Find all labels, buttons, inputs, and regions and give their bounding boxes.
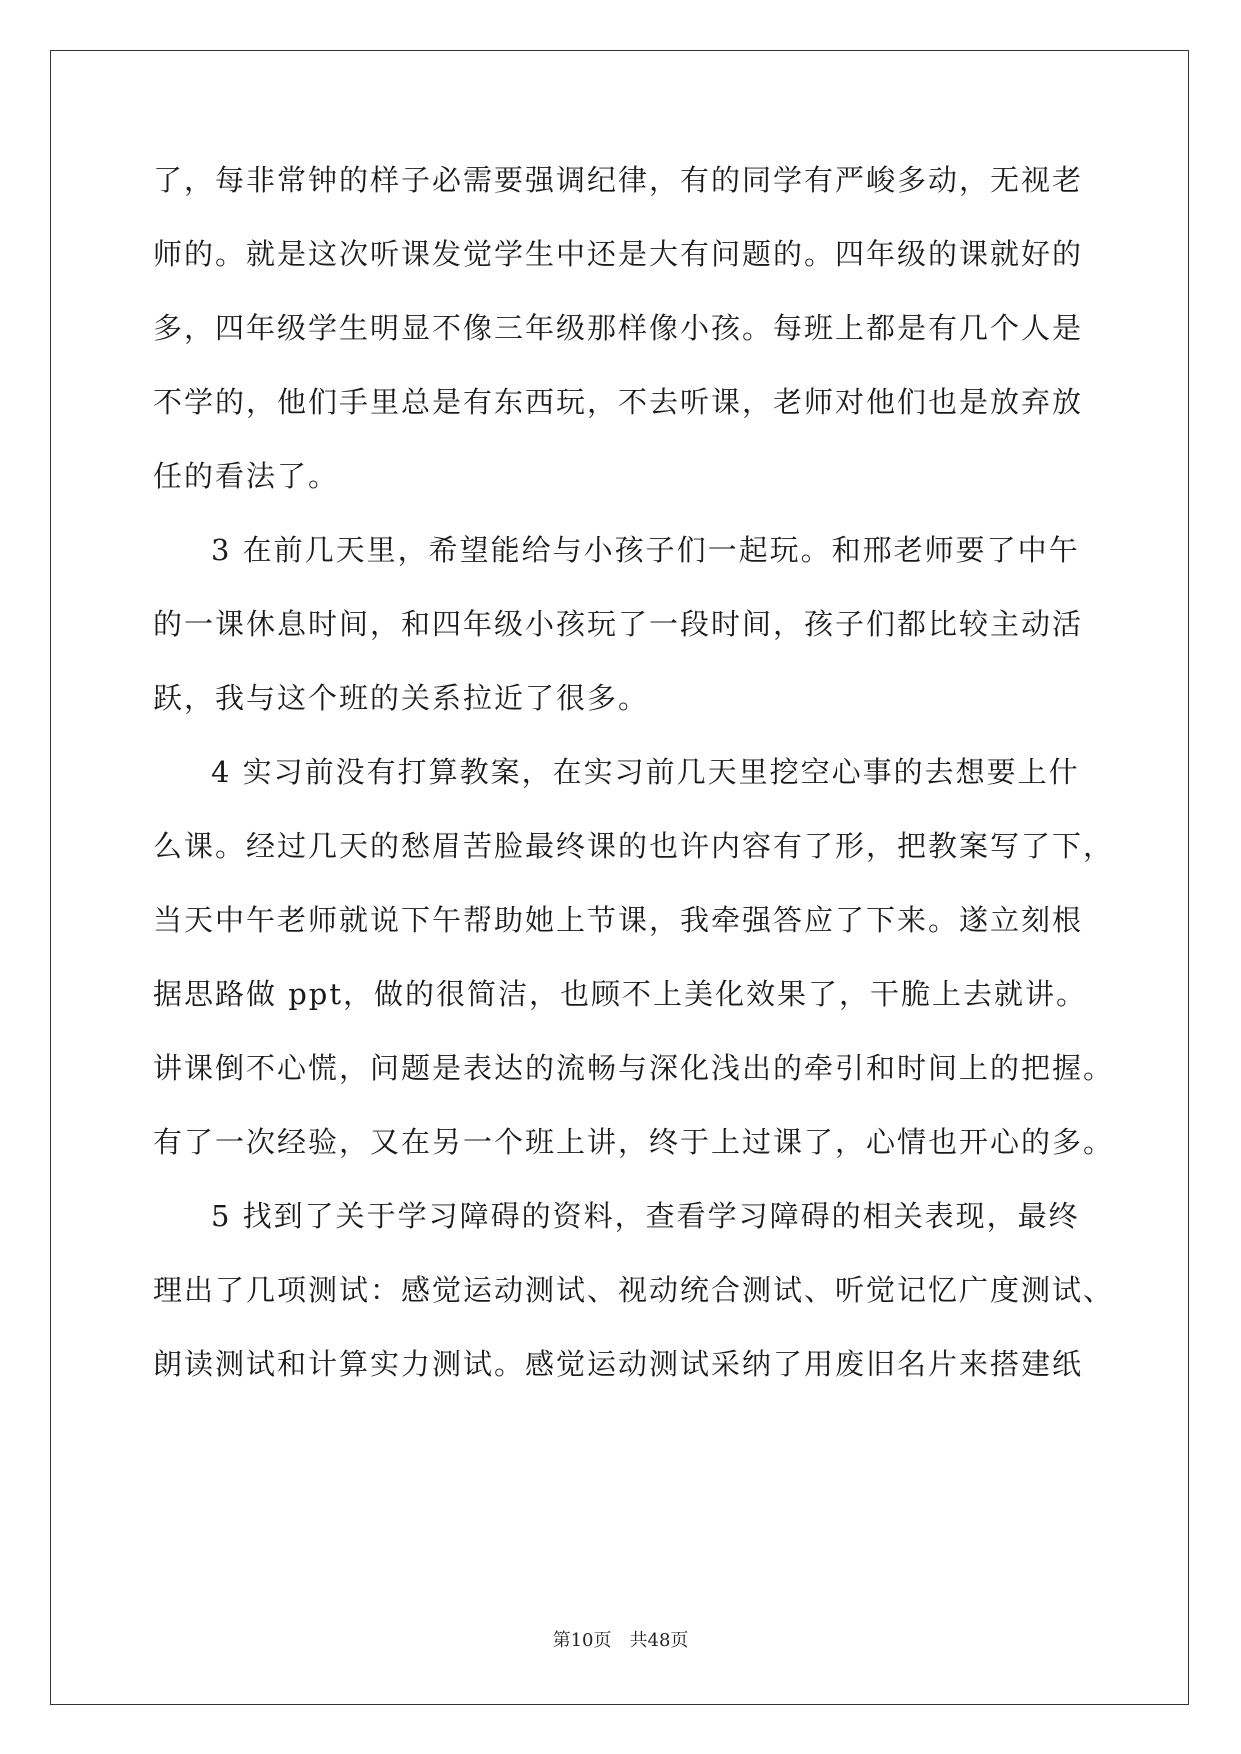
text-line: 么课。经过几天的愁眉苦脸最终课的也许内容有了形，把教案写了下， <box>153 829 1115 863</box>
text-line: 了，每非常钟的样子必需要强调纪律，有的同学有严峻多动，无视老 <box>153 163 1084 197</box>
text-line: 跃，我与这个班的关系拉近了很多。 <box>153 681 650 715</box>
page-number-footer: 第10页 共48页 <box>552 1630 689 1651</box>
paragraph-start-line: 5 找到了关于学习障碍的资料，查看学习障碍的相关表现，最终 <box>211 1199 1080 1233</box>
text-line: 多，四年级学生明显不像三年级那样像小孩。每班上都是有几个人是 <box>153 311 1084 345</box>
text-line: 据思路做 ppt，做的很简洁，也顾不上美化效果了，干脆上去就讲。 <box>153 977 1088 1011</box>
text-line: 师的。就是这次听课发觉学生中还是大有问题的。四年级的课就好的 <box>153 237 1084 271</box>
text-line: 朗读测试和计算实力测试。感觉运动测试采纳了用废旧名片来搭建纸 <box>153 1347 1084 1381</box>
text-line: 任的看法了。 <box>153 459 340 493</box>
text-line: 当天中午老师就说下午帮助她上节课，我牵强答应了下来。遂立刻根 <box>153 903 1084 937</box>
text-line: 的一课休息时间，和四年级小孩玩了一段时间，孩子们都比较主动活 <box>153 607 1084 641</box>
paragraph-start-line: 4 实习前没有打算教案，在实习前几天里挖空心事的去想要上什 <box>211 755 1080 789</box>
text-line: 讲课倒不心慌，问题是表达的流畅与深化浅出的牵引和时间上的把握。 <box>153 1051 1115 1085</box>
page-border <box>50 50 1189 1705</box>
text-line: 有了一次经验，又在另一个班上讲，终于上过课了，心情也开心的多。 <box>153 1125 1115 1159</box>
paragraph-start-line: 3 在前几天里，希望能给与小孩子们一起玩。和邢老师要了中午 <box>211 533 1080 567</box>
text-line: 理出了几项测试：感觉运动测试、视动统合测试、听觉记忆广度测试、 <box>153 1273 1115 1307</box>
text-line: 不学的，他们手里总是有东西玩，不去听课，老师对他们也是放弃放 <box>153 385 1084 419</box>
